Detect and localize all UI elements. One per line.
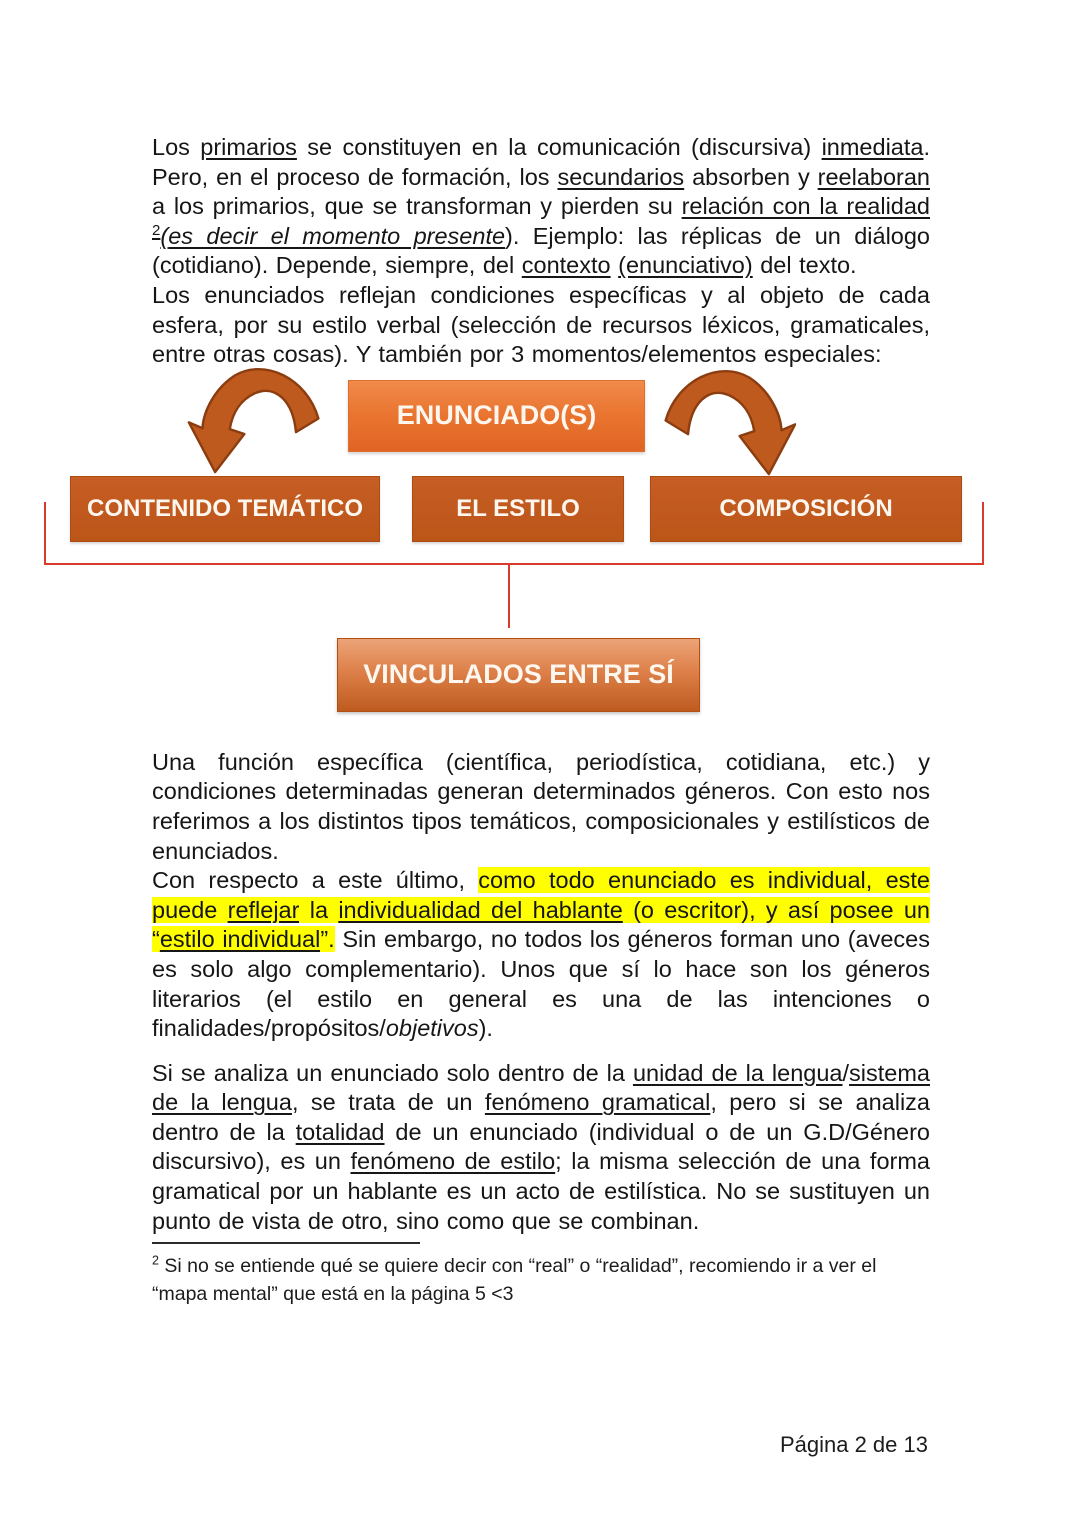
- bracket-line-stem: [508, 564, 510, 628]
- paragraph-generos-primarios: Los primarios se constituyen en la comunicación (discursiva) inmediata. Pero, en el proceso de formación, los secundarios absorben y reelaboran a los primarios, que se transforman y pierden su relación con la realidad $^2$(es decir el momento presente). Ejemplo: las réplicas de un diálogo (cotidiano). Depende, siempre, del contexto (enunciativo) del texto.: [152, 134, 930, 279]
- smartart-diagram: [0, 370, 1080, 748]
- diagram-box-contenido-tematico: CONTENIDO TEMÁTICO: [70, 476, 380, 542]
- diagram-box-el-estilo: EL ESTILO: [412, 476, 624, 542]
- paragraph-funcion-especifica: Una función específica (científica, periodística, cotidiana, etc.) y condiciones determinadas generan determinados géneros. Con esto nos referimos a los distintos tipos temáticos, composicionales y estilísticos de enunciados.: [152, 748, 930, 864]
- curved-arrow-right-icon: [656, 364, 796, 476]
- bracket-line-left: [44, 502, 46, 564]
- page-number: Página 2 de 13: [779, 1432, 928, 1457]
- diagram-box-vinculados: VINCULADOS ENTRE SÍ: [337, 638, 700, 712]
- diagram-box-composicion: COMPOSICIÓN: [650, 476, 962, 542]
- paragraph-enunciados-reflejan: Los enunciados reflejan condiciones específicas y al objeto de cada esfera, por su estilo verbal (selección de recursos léxicos, gramaticales, entre otras cosas). Y también por 3 momentos/elementos especiales:: [152, 281, 930, 368]
- footnote: $^2$ Si no se entiende qué se quiere decir con “real” o “realidad”, recomiendo ir a ver el “mapa mental” que está en la página 5 <3: [152, 1253, 877, 1305]
- paragraph-estilo-individual: Con respecto a este último, como todo enunciado es individual, este puede reflejar la individualidad del hablante (o escritor), y así posee un “estilo individual”. Sin embargo, no todos los géneros forman uno (aveces es solo algo complementario). Unos que sí lo hace son los géneros literarios (el estilo en general es una de las intenciones o finalidades/propósitos/objetivos).: [152, 867, 930, 1042]
- paragraph-fenomeno-gramatical: Si se analiza un enunciado solo dentro de la unidad de la lengua/sistema de la lengua, se trata de un fenómeno gramatical, pero si se analiza dentro de la totalidad de un enunciado (individual o de un G.D/Género discursivo), es un fenómeno de estilo; la misma selección de una forma gramatical por un hablante es un acto de estilística. No se sustituyen un punto de vista de otro, sino como que se combinan.: [152, 1059, 930, 1234]
- bracket-line-bottom: [44, 563, 984, 565]
- bracket-line-right: [982, 502, 984, 564]
- curved-arrow-left-icon: [183, 362, 333, 474]
- diagram-box-enunciados: ENUNCIADO(S): [348, 380, 645, 452]
- footnote-separator: [152, 1242, 420, 1244]
